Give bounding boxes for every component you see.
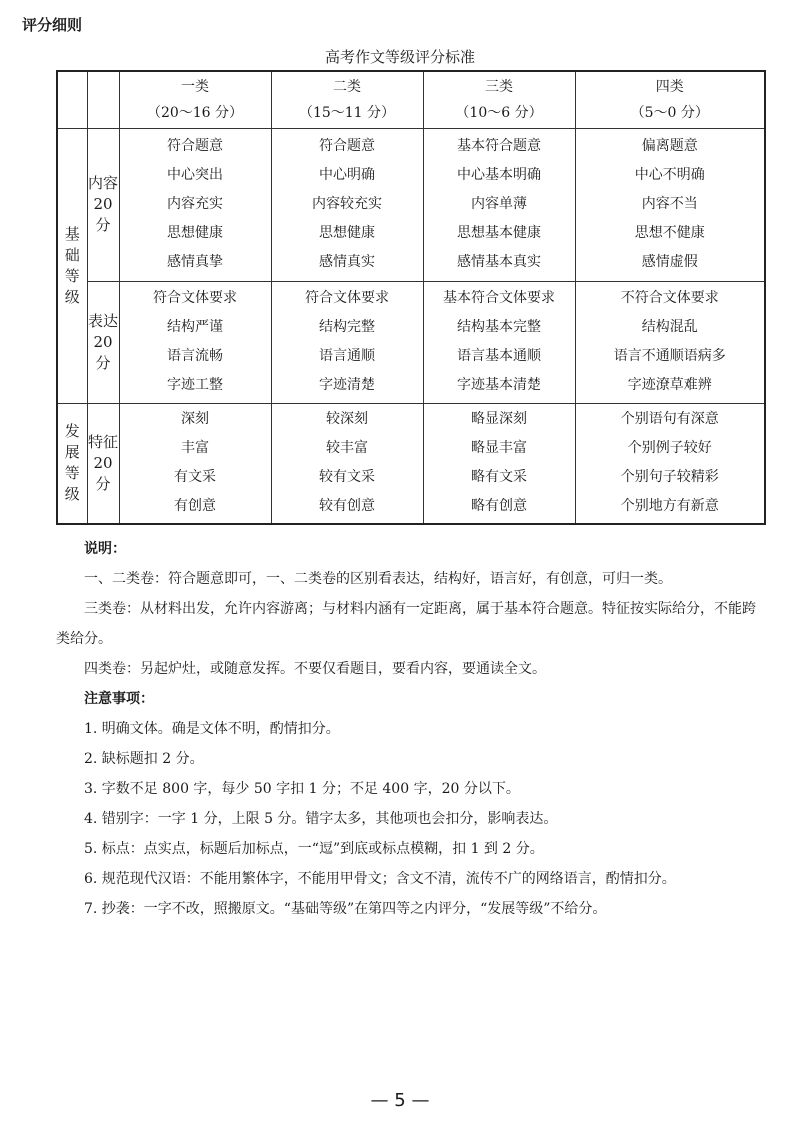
explanation-heading: 说明： bbox=[84, 541, 126, 557]
notes-heading: 注意事项： bbox=[84, 691, 154, 707]
note-item: 4. 错别字：一字 1 分，上限 5 分。错字太多，其他项也会扣分，影响表达。 bbox=[84, 811, 558, 827]
expression-cell-class-3: 基本符合文体要求 结构基本完整 语言基本通顺 字迹基本清楚 bbox=[423, 281, 575, 403]
content-cell-class-1: 符合题意 中心突出 内容充实 思想健康 感情真挚 bbox=[119, 128, 271, 281]
explanation-paragraph: 四类卷：另起炉灶，或随意发挥。不要仅看题目，要看内容，要通读全文。 bbox=[84, 661, 546, 677]
note-item: 3. 字数不足 800 字，每少 50 字扣 1 分；不足 400 字，20 分以下。 bbox=[84, 781, 520, 797]
grading-table bbox=[56, 70, 766, 525]
header-corner-cell bbox=[57, 71, 87, 128]
explanation-paragraph: 一、二类卷：符合题意即可，一、二类卷的区别看表达，结构好，语言好，有创意，可归一类。 bbox=[84, 571, 672, 587]
column-header-class-4: 四类 （5～0 分） bbox=[575, 71, 765, 128]
note-item: 2. 缺标题扣 2 分。 bbox=[84, 751, 204, 767]
features-row bbox=[57, 403, 765, 524]
document-title: 高考作文等级评分标准 bbox=[324, 48, 475, 66]
features-cell-class-4: 个别语句有深意 个别例子较好 个别句子较精彩 个别地方有新意 bbox=[575, 403, 765, 524]
content-label: 内容 20 分 bbox=[87, 128, 119, 281]
expression-cell-class-4: 不符合文体要求 结构混乱 语言不通顺语病多 字迹潦草难辨 bbox=[575, 281, 765, 403]
section-label: 评分细则 bbox=[22, 16, 83, 34]
content-cell-class-3: 基本符合题意 中心基本明确 内容单薄 思想基本健康 感情基本真实 bbox=[423, 128, 575, 281]
features-cell-class-2: 较深刻 较丰富 较有文采 较有创意 bbox=[271, 403, 423, 524]
column-header-class-1: 一类 （20～16 分） bbox=[119, 71, 271, 128]
note-item: 6. 规范现代汉语：不能用繁体字，不能用甲骨文；含文不清，流传不广的网络语言，酌情扣分。 bbox=[84, 871, 676, 887]
page-number: — 5 — bbox=[370, 1090, 430, 1111]
expression-cell-class-2: 符合文体要求 结构完整 语言通顺 字迹清楚 bbox=[271, 281, 423, 403]
note-item: 1. 明确文体。确是文体不明，酌情扣分。 bbox=[84, 721, 340, 737]
notes-section bbox=[56, 534, 768, 924]
column-header-class-2: 二类 （15～11 分） bbox=[271, 71, 423, 128]
note-item: 5. 标点：点实点，标题后加标点，一“逗”到底或标点模糊，扣 1 到 2 分。 bbox=[84, 841, 544, 857]
content-cell-class-4: 偏离题意 中心不明确 内容不当 思想不健康 感情虚假 bbox=[575, 128, 765, 281]
content-row bbox=[57, 128, 765, 281]
basic-level-label: 基础 等级 bbox=[57, 128, 87, 403]
table-header-row bbox=[57, 71, 765, 128]
features-cell-class-1: 深刻 丰富 有文采 有创意 bbox=[119, 403, 271, 524]
column-header-class-3: 三类 （10～6 分） bbox=[423, 71, 575, 128]
features-cell-class-3: 略显深刻 略显丰富 略有文采 略有创意 bbox=[423, 403, 575, 524]
explanation-paragraph: 三类卷：从材料出发，允许内容游离；与材料内涵有一定距离，属于基本符合题意。特征按实际给分，不能跨类给分。 bbox=[56, 601, 756, 647]
development-level-label: 发展 等级 bbox=[57, 403, 87, 524]
note-item: 7. 抄袭：一字不改，照搬原文。“基础等级”在第四等之内评分，“发展等级”不给分。 bbox=[84, 901, 607, 917]
expression-cell-class-1: 符合文体要求 结构严谨 语言流畅 字迹工整 bbox=[119, 281, 271, 403]
features-label: 特征 20 分 bbox=[87, 403, 119, 524]
expression-label: 表达 20 分 bbox=[87, 281, 119, 403]
header-corner-cell bbox=[87, 71, 119, 128]
content-cell-class-2: 符合题意 中心明确 内容较充实 思想健康 感情真实 bbox=[271, 128, 423, 281]
expression-row bbox=[57, 281, 765, 403]
